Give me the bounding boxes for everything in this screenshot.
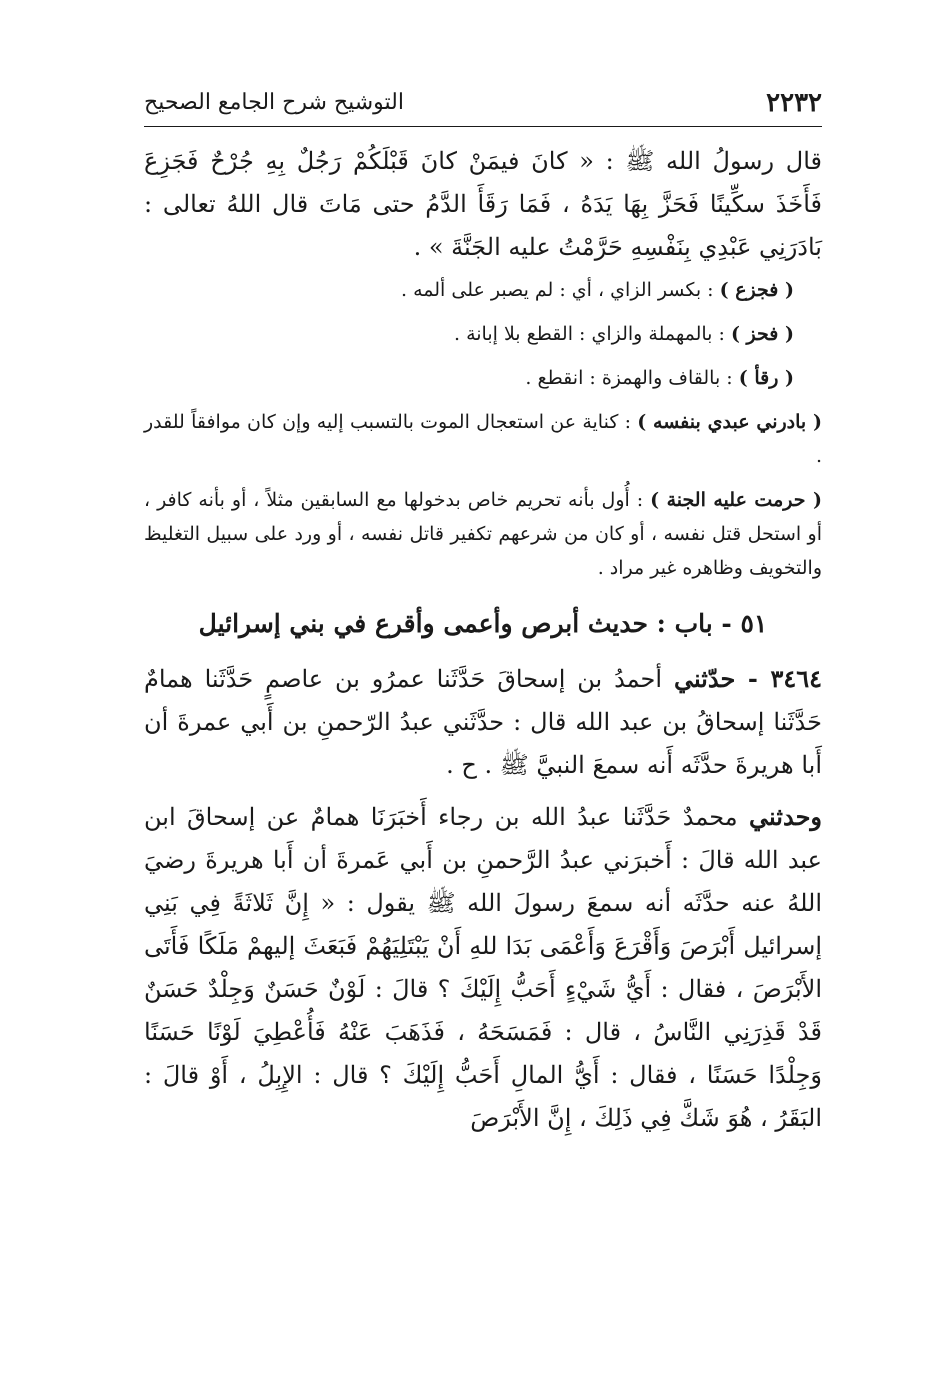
note-raqaa <box>144 361 822 395</box>
note-fahazza <box>144 317 822 351</box>
note-term: ( بادرني عبدي بنفسه ) <box>637 411 822 433</box>
note-text: : أُول بأنه تحريم خاص بدخولها مع السابقين مثلاً ، أو بأنه كافر ، أو استحل قتل نفسه ، أو كان من شرعهم تكفير قاتل نفسه ، أو ورد على سبيل التغليظ والتخويف وظاهره غير مراد . <box>144 489 822 579</box>
hadith-text: محمدٌ حَدَّثَنا عبدُ الله بن رجاء أَخبَرَنَا همامٌ عن إسحاقَ ابن عبد الله قالَ : أَخبرَني عبدُ الرَّحمنِ بن أَبي عَمرةَ أن أَبا هريرةَ رضيَ اللهُ عنه حدَّثَه أنه سمعَ رسولَ الله ﷺ يقول : « إِنَّ ثَلاثَةً فِي بَنِي إسرائيل أَبْرَصَ وَأَقْرَعَ وَأَعْمَى بَدَا للهِ أَنْ يَبْتَلِيَهُمْ فَبَعَثَ إليهمْ مَلَكًا فَأَتَى الأَبْرَصَ ، فقال : أَيُّ شَيْءٍ أَحَبُّ إِلَيْكَ ؟ قالَ : لَوْنٌ حَسَنٌ وَجِلْدٌ حَسَنٌ قَدْ قَذِرَنِي النَّاسُ ، قال : فَمَسَحَهُ ، فَذَهَبَ عَنْهُ فَأُعْطِيَ لَوْنًا حَسَنًا وَجِلْدًا حَسَنًا ، فقال : أَيُّ المالِ أَحَبُّ إِلَيْكَ ؟ قال : الإِبِلُ ، أَوْ قالَ : البَقَرُ ، هُوَ شَكَّ فِي ذَلِكَ ، إِنَّ الأَبْرَصَ <box>144 803 822 1132</box>
note-term: ( حرمت عليه الجنة ) <box>650 489 822 511</box>
hadith-text: أحمدُ بن إسحاقَ حَدَّثَنا عمرُو بن عاصمٍ حَدَّثَنا همامٌ حَدَّثَنا إسحاقُ بن عبد الله قال : حدَّثَني عبدُ الرّحمنِ بن أَبي عمرةَ أن أَبا هريرةَ حدَّثَه أَنه سمعَ النبيَّ ﷺ . ح . <box>144 665 822 779</box>
note-term: ( فجزع ) <box>719 279 794 301</box>
chapter-heading: ٥١ - باب : حديث أبرص وأعمى وأقرع في بني إسرائيل <box>198 609 768 638</box>
hadith-text-continuation: قال رسولُ الله ﷺ : « كانَ فيمَنْ كانَ قَبْلَكُمْ رَجُلٌ بِهِ جُرْحٌ فَجَزِعَ فَأَخَذَ سكِّينًا فَحَزَّ بِهَا يَدَهُ ، فَمَا رَقَأَ الدَّمُ حتى مَاتَ قال اللهُ تعالى : بَادَرَنِي عَبْدِي بِنَفْسِهِ حَرَّمْتُ عليه الجَنَّةَ » . <box>144 147 822 261</box>
note-text: : كناية عن استعجال الموت بالتسبب إليه وإن كان موافقاً للقدر . <box>144 411 822 467</box>
note-text: : بكسر الزاي ، أي : لم يصبر على ألمه . <box>401 279 720 301</box>
note-term: ( فحز ) <box>730 323 794 345</box>
page-body <box>144 140 822 1140</box>
hadith-number: ٣٤٦٤ - حدّثني <box>673 664 823 693</box>
note-text: : بالقاف والهمزة : انقطع . <box>525 367 739 389</box>
note-badarani <box>144 405 822 473</box>
hadith-3464-second-isnad <box>144 795 822 1140</box>
note-term: ( رقأ ) <box>738 367 794 389</box>
running-title: التوشيح شرح الجامع الصحيح <box>144 90 404 115</box>
page-header <box>144 88 822 127</box>
hadith-lead: وحدثني <box>749 802 822 831</box>
hadith-3464-first-isnad <box>144 657 822 787</box>
note-hurrimat <box>144 483 822 585</box>
note-text: : بالمهملة والزاي : القطع بلا إبانة . <box>454 323 731 345</box>
note-fajazia <box>144 273 822 307</box>
page-number: ٢٢٣٢ <box>766 88 822 118</box>
